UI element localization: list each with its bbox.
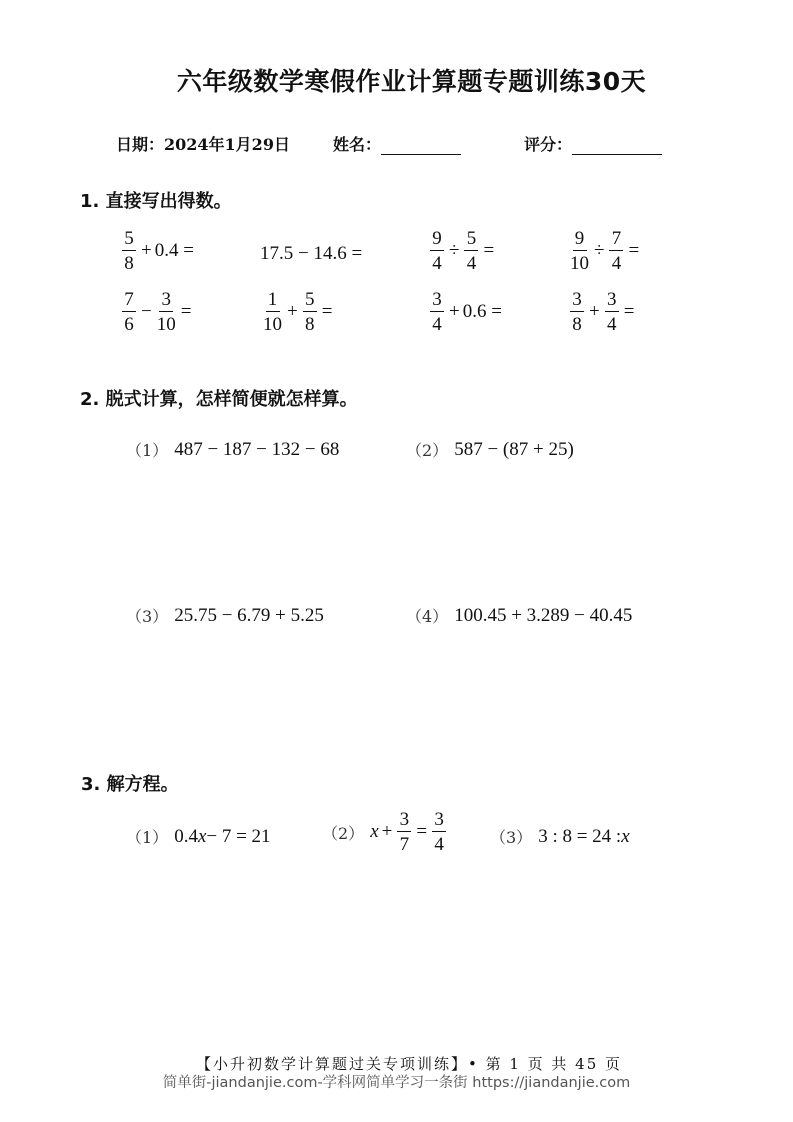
step-calc-1: （1） 487 − 187 − 132 − 68 (126, 438, 340, 460)
quick-calc-8: $\frac{3}{8}$ + $\frac{3}{4}$ = (568, 290, 637, 334)
section2-heading: 2. 脱式计算，怎样简便就怎样算。 (80, 389, 358, 410)
name-blank[interactable] (381, 136, 461, 155)
step-calc-2: （2） 587 − (87 + 25) (406, 438, 574, 460)
quick-calc-4: $\frac{9}{10}$ ÷ $\frac{7}{4}$ = (570, 228, 640, 274)
equation-2: （2） x + $\frac{3}{7}$ = $\frac{3}{4}$ (322, 810, 448, 854)
equation-3: （3） 3 : 8 = 24 : x (490, 825, 630, 847)
date-field (116, 132, 290, 155)
quick-calc-6: $\frac{1}{10}$ + $\frac{5}{8}$ = (263, 289, 333, 335)
date-label: 日期： (116, 135, 165, 154)
equation-1: （1） 0.4 x − 7 = 21 (126, 825, 271, 847)
score-field (524, 132, 662, 155)
quick-calc-2: 17.5 − 14.6 = (260, 243, 363, 264)
name-field (333, 132, 461, 155)
page-title: 六年级数学寒假作业计算题专题训练30天 (176, 67, 647, 96)
quick-calc-7: $\frac{3}{4}$ + 0.6 = (428, 290, 502, 334)
footer-page-info: 【小升初数学计算题过关专项训练】• 第 1 页 共 45 页 (195, 1055, 623, 1073)
step-calc-3: （3） 25.75 − 6.79 + 5.25 (126, 604, 324, 626)
name-label: 姓名： (333, 135, 382, 154)
section3-heading: 3. 解方程。 (81, 774, 179, 795)
fraction: $\frac{5}{8}$ (122, 229, 136, 273)
footer-watermark: 简单街-jiandanjie.com-学科网简单学习一条街 https://jiandanjie.com (162, 1075, 631, 1091)
step-calc-4: （4） 100.45 + 3.289 − 40.45 (406, 604, 633, 626)
score-blank[interactable] (572, 136, 662, 155)
section1-heading: 1. 直接写出得数。 (80, 191, 232, 212)
quick-calc-5: $\frac{7}{6}$ − $\frac{3}{10}$ = (120, 290, 194, 334)
score-label: 评分： (524, 135, 573, 154)
quick-calc-3: $\frac{9}{4}$ ÷ $\frac{5}{4}$ = (428, 229, 497, 273)
date-value: 2024年1月29日 (164, 135, 290, 154)
quick-calc-1: $\frac{5}{8}$ + 0.4 = (120, 229, 194, 273)
